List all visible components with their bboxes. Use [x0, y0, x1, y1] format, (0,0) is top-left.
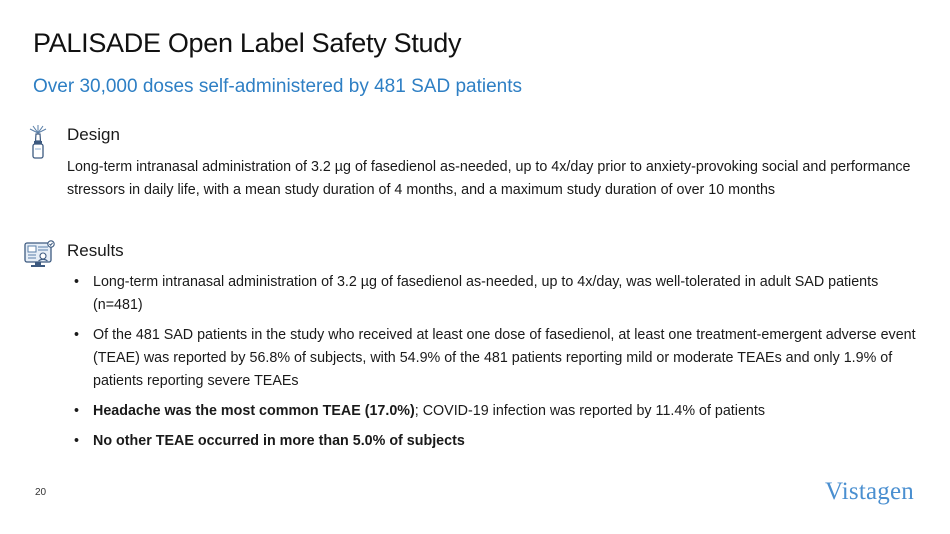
page-number: 20 [35, 487, 47, 498]
list-item [67, 400, 922, 423]
results-heading: Results [67, 241, 124, 260]
bullet-icon: • [74, 403, 80, 419]
bullet-icon: • [74, 433, 80, 449]
page-title: PALISADE Open Label Safety Study [33, 28, 462, 58]
list-item [67, 430, 922, 453]
vistagen-logo: Vistagen [825, 478, 914, 505]
list-item [67, 324, 922, 393]
design-heading: Design [67, 125, 120, 144]
result-text: Of the 481 SAD patients in the study who received at least one dose of fasedienol, at least one treatment-emergent adverse event (TEAE) was reported by 56.8% of subjects, with 54.9% of the 481 patients reporting mild or moderate TEAEs and only 1.9% of patients reporting severe TEAEs [93, 327, 916, 389]
page-subtitle: Over 30,000 doses self-administered by 481 SAD patients [33, 76, 522, 97]
list-item [67, 271, 922, 317]
result-text: ; COVID-19 infection was reported by 11.4% of patients [414, 403, 765, 419]
bullet-icon: • [74, 274, 80, 290]
bullet-icon: • [74, 327, 80, 343]
result-text: Long-term intranasal administration of 3.2 µg of fasedienol as-needed, up to 4x/day, was well-tolerated in adult SAD patients (n=481) [93, 274, 879, 313]
monitor-results-icon [23, 240, 55, 270]
result-bold-text: No other TEAE occurred in more than 5.0% of subjects [93, 433, 465, 449]
design-description: Long-term intranasal administration of 3.2 µg of fasedienol as-needed, up to 4x/day prior to anxiety-provoking social and performance stressors in daily life, with a mean study duration of 4 months, and a maximum study duration of over 10 months [67, 159, 911, 198]
results-list [67, 271, 922, 460]
nasal-spray-icon [23, 124, 53, 160]
result-bold-text: Headache was the most common TEAE (17.0%) [93, 403, 415, 419]
